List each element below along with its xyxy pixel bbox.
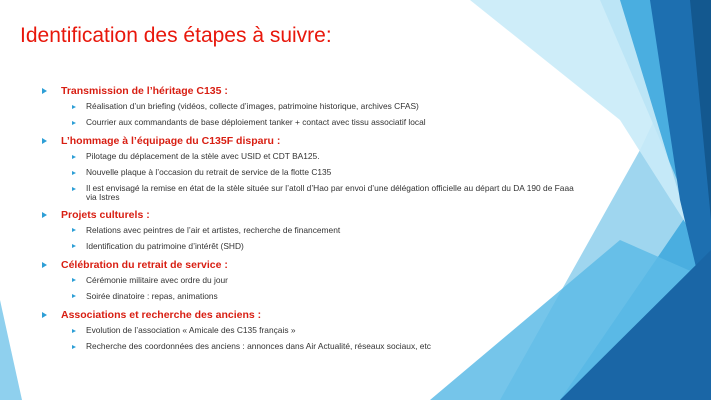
list-item bbox=[72, 326, 582, 336]
list-item bbox=[72, 342, 582, 352]
list-item-text: Nouvelle plaque à l’occasion du retrait de service de la flotte C135 bbox=[86, 167, 332, 178]
section-heading bbox=[42, 84, 582, 98]
arrow-bullet-icon bbox=[72, 329, 76, 333]
section-associations bbox=[42, 308, 582, 352]
section-transmission bbox=[42, 84, 582, 128]
list-item bbox=[72, 242, 582, 252]
section-heading-label: Projets culturels : bbox=[61, 208, 150, 221]
arrow-bullet-icon bbox=[72, 228, 76, 232]
list-item-text: Cérémonie militaire avec ordre du jour bbox=[86, 274, 228, 285]
list-item-text: Pilotage du déplacement de la stèle avec USID et CDT BA125. bbox=[86, 151, 320, 162]
arrow-bullet-icon bbox=[42, 88, 47, 94]
arrow-bullet-icon bbox=[42, 262, 47, 268]
arrow-bullet-icon bbox=[42, 212, 47, 218]
section-heading-label: Associations et recherche des anciens : bbox=[61, 309, 262, 322]
arrow-bullet-icon bbox=[72, 278, 76, 282]
section-celebration bbox=[42, 258, 582, 302]
arrow-bullet-icon bbox=[72, 294, 76, 298]
slide-title: Identification des étapes à suivre: bbox=[20, 24, 332, 47]
list-item bbox=[72, 168, 582, 178]
item-list bbox=[42, 326, 582, 352]
arrow-bullet-icon bbox=[72, 187, 76, 191]
list-item-text: Réalisation d’un briefing (vidéos, collecte d’images, patrimoine historique, archives CFAS) bbox=[86, 101, 419, 111]
list-item bbox=[72, 184, 582, 201]
item-list bbox=[42, 276, 582, 302]
list-item bbox=[72, 276, 582, 286]
section-projets-culturels bbox=[42, 208, 582, 252]
section-heading-label: Célébration du retrait de service : bbox=[61, 258, 228, 271]
section-heading bbox=[42, 308, 582, 322]
list-item-text: Courrier aux commandants de base déploiement tanker + contact avec tissu associatif local bbox=[86, 117, 426, 128]
section-hommage bbox=[42, 134, 582, 201]
arrow-bullet-icon bbox=[72, 105, 76, 109]
item-list bbox=[42, 102, 582, 128]
deco-shape-left bbox=[0, 300, 22, 400]
arrow-bullet-icon bbox=[72, 171, 76, 175]
list-item-text: Evolution de l’association « Amicale des C135 français » bbox=[86, 325, 296, 336]
list-item-text: Relations avec peintres de l’air et artistes, recherche de financement bbox=[86, 224, 341, 235]
list-item-text: Identification du patrimoine d’intérêt (SHD) bbox=[86, 240, 244, 251]
arrow-bullet-icon bbox=[42, 312, 47, 318]
arrow-bullet-icon bbox=[42, 138, 47, 144]
section-heading-label: L’hommage à l’équipage du C135F disparu : bbox=[61, 135, 281, 148]
section-heading bbox=[42, 208, 582, 222]
arrow-bullet-icon bbox=[72, 244, 76, 248]
list-item bbox=[72, 152, 582, 162]
section-heading bbox=[42, 258, 582, 272]
list-item-text: Soirée dinatoire : repas, animations bbox=[86, 290, 218, 301]
list-item-text: Recherche des coordonnées des anciens : annonces dans Air Actualité, réseaux sociaux, etc bbox=[86, 341, 431, 352]
arrow-bullet-icon bbox=[72, 345, 76, 349]
list-item bbox=[72, 292, 582, 302]
section-heading bbox=[42, 134, 582, 148]
content-list bbox=[42, 84, 582, 358]
list-item bbox=[72, 226, 582, 236]
item-list bbox=[42, 152, 582, 201]
list-item bbox=[72, 118, 582, 128]
list-item-text: Il est envisagé la remise en état de la stèle située sur l’atoll d’Hao par envoi d’une délégation officielle au départ du DA 190 de Faaa via Istres bbox=[86, 183, 574, 202]
section-heading-label: Transmission de l’héritage C135 : bbox=[61, 85, 228, 97]
item-list bbox=[42, 226, 582, 252]
arrow-bullet-icon bbox=[72, 121, 76, 125]
arrow-bullet-icon bbox=[72, 155, 76, 159]
list-item bbox=[72, 102, 582, 112]
